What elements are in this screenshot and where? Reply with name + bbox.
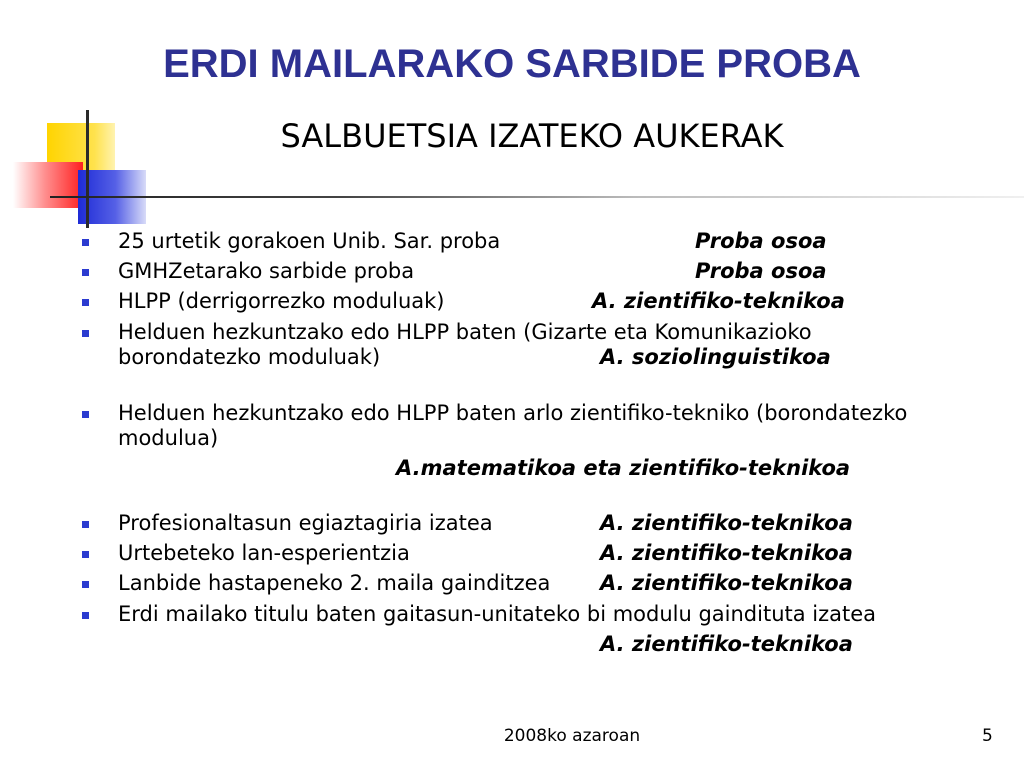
list-item-result: A. zientifiko-teknikoa bbox=[600, 511, 853, 535]
slide-title: ERDI MAILARAKO SARBIDE PROBA bbox=[163, 42, 861, 86]
bullet-icon bbox=[82, 411, 89, 418]
list-item-text-line2: borondatezko moduluak) bbox=[118, 345, 381, 369]
list-item-result: A. zientifiko-teknikoa bbox=[600, 632, 853, 656]
list-item-text: Urtebeteko lan-esperientzia bbox=[118, 541, 410, 565]
slide-number: 5 bbox=[982, 726, 993, 746]
list-item-result: A. zientifiko-teknikoa bbox=[600, 571, 853, 595]
list-item-result: Proba osoa bbox=[695, 259, 827, 283]
bullet-icon bbox=[82, 581, 89, 588]
bullet-icon bbox=[82, 330, 89, 337]
list-item-result: Proba osoa bbox=[695, 229, 827, 253]
list-item-result: A. zientifiko-teknikoa bbox=[592, 289, 845, 313]
list-item-text: HLPP (derrigorrezko moduluak) bbox=[118, 289, 445, 313]
list-item-text-line1: Helduen hezkuntzako edo HLPP baten arlo zientifiko-tekniko (borondatezko bbox=[118, 401, 908, 425]
bullet-icon bbox=[82, 612, 89, 619]
list-item-text: GMHZetarako sarbide proba bbox=[118, 259, 415, 283]
bullet-icon bbox=[82, 551, 89, 558]
bullet-icon bbox=[82, 239, 89, 246]
slide-subtitle: SALBUETSIA IZATEKO AUKERAK bbox=[280, 117, 784, 155]
list-item-text: Erdi mailako titulu baten gaitasun-unitateko bi modulu gaindituta izatea bbox=[118, 602, 877, 626]
list-item-result: A.matematikoa eta zientifiko-teknikoa bbox=[396, 456, 851, 480]
footer-date: 2008ko azaroan bbox=[503, 726, 641, 746]
list-item-result: A. soziolinguistikoa bbox=[600, 345, 831, 369]
list-item-text: 25 urtetik gorakoen Unib. Sar. proba bbox=[118, 229, 501, 253]
bullet-icon bbox=[82, 299, 89, 306]
list-item-text-line2: modulua) bbox=[118, 426, 219, 450]
list-item-text-line1: Helduen hezkuntzako edo HLPP baten (Gizarte eta Komunikazioko bbox=[118, 320, 812, 344]
list-item-text: Lanbide hastapeneko 2. maila gainditzea bbox=[118, 571, 551, 595]
list-item-text: Profesionaltasun egiaztagiria izatea bbox=[118, 511, 493, 535]
bullet-icon bbox=[82, 521, 89, 528]
list-item-result: A. zientifiko-teknikoa bbox=[600, 541, 853, 565]
bullet-icon bbox=[82, 269, 89, 276]
